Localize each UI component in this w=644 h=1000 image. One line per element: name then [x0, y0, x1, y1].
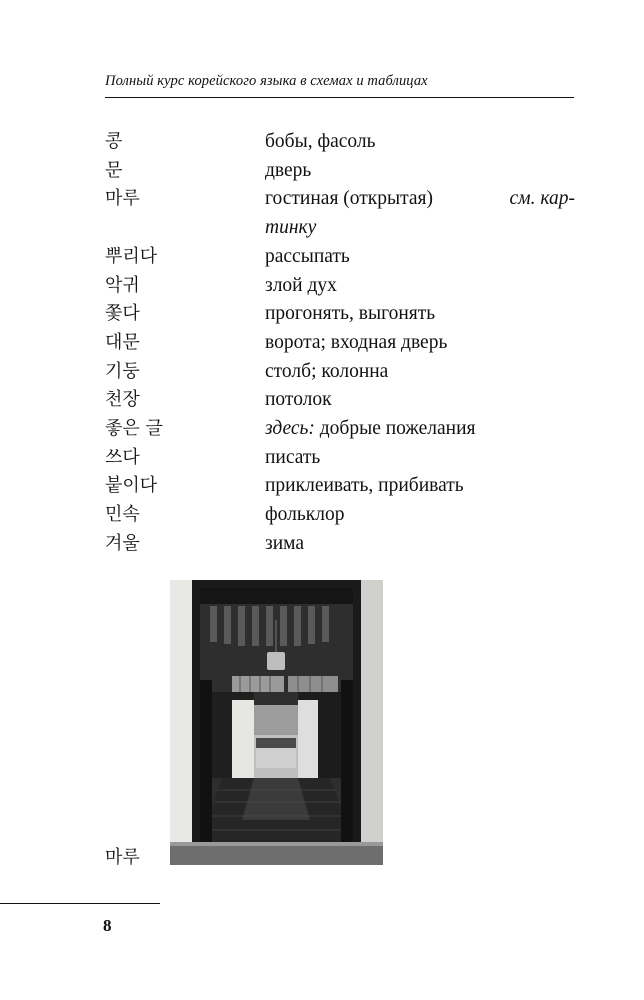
see-picture-note-continued: тинку [265, 217, 317, 239]
korean-word: 콩 [105, 131, 123, 152]
maru-photo-illustration [170, 580, 383, 865]
russian-translation: ворота; входная дверь [265, 331, 448, 353]
vocab-entry [105, 358, 575, 387]
korean-word: 문 [105, 159, 123, 181]
russian-translation: писать [265, 446, 321, 468]
maru-photo [170, 580, 383, 865]
running-head: Полный курс корейского языка в схемах и таблицах [105, 73, 428, 89]
vocab-entry [105, 128, 575, 157]
russian-translation: зима [265, 532, 304, 554]
korean-word: 민속 [105, 504, 140, 526]
see-picture-note: см. кар- [509, 188, 575, 210]
translation-text: добрые пожелания [319, 418, 476, 440]
russian-translation: потолок [265, 389, 332, 411]
vocabulary-list [105, 128, 575, 559]
russian-translation: рассыпать [265, 245, 350, 267]
russian-translation: столб; колонна [265, 360, 389, 382]
russian-translation-with-note [265, 185, 575, 242]
korean-word: 쓰다 [105, 446, 140, 468]
korean-word: 대문 [105, 331, 140, 353]
header-rule [105, 97, 574, 98]
footer-rule [0, 903, 160, 904]
russian-translation: злой дух [265, 274, 337, 296]
vocab-entry [105, 243, 575, 272]
vocab-entry [105, 415, 575, 444]
russian-translation: дверь [265, 159, 312, 181]
translation-text: гостиная (открытая) [265, 188, 434, 210]
context-prefix: здесь: [265, 418, 315, 440]
russian-translation: фольклор [265, 504, 345, 526]
korean-word: 좋은 글 [105, 418, 163, 440]
vocab-entry [105, 530, 575, 559]
korean-word: 악귀 [105, 274, 140, 296]
figure-caption: 마루 [105, 847, 140, 868]
page-number: 8 [103, 916, 112, 935]
korean-word: 마루 [105, 188, 140, 210]
vocab-entry [105, 157, 575, 186]
russian-translation: прогонять, выгонять [265, 303, 436, 325]
korean-word: 겨울 [105, 532, 140, 554]
vocab-entry [105, 300, 575, 329]
korean-word: 뿌리다 [105, 245, 158, 267]
russian-translation: бобы, фасоль [265, 131, 376, 152]
korean-word: 기둥 [105, 360, 140, 382]
vocab-entry [105, 472, 575, 501]
vocab-entry [105, 185, 575, 242]
vocab-entry [105, 501, 575, 530]
korean-word: 쫓다 [105, 303, 140, 325]
russian-translation: приклеивать, прибивать [265, 475, 464, 497]
vocab-entry [105, 386, 575, 415]
vocab-entry [105, 329, 575, 358]
vocab-entry [105, 444, 575, 473]
korean-word: 천장 [105, 389, 140, 411]
russian-translation [265, 415, 575, 444]
vocab-entry [105, 272, 575, 301]
korean-word: 붙이다 [105, 475, 158, 497]
